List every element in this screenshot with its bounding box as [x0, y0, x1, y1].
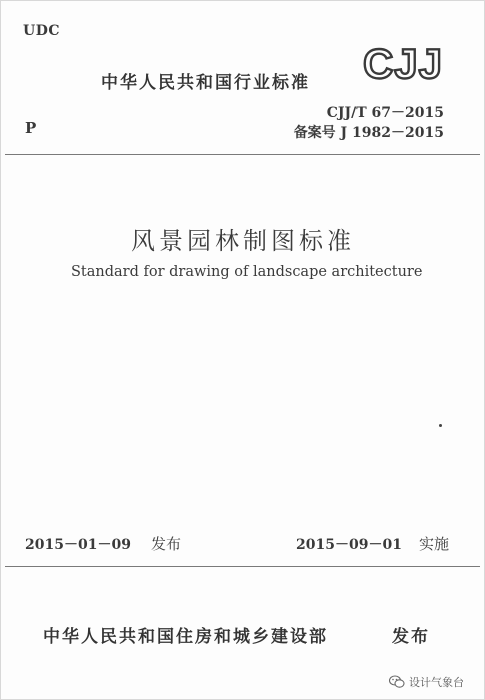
top-divider [5, 154, 480, 155]
wechat-icon [389, 675, 405, 689]
watermark-text: 设计气象台 [409, 676, 464, 689]
issue-label: 发布 [151, 535, 182, 553]
classification-letter: P [25, 119, 37, 137]
bottom-divider [5, 566, 480, 567]
cjj-logo-text: CJJ [362, 41, 444, 85]
record-number: 备案号 J 1982－2015 [293, 125, 444, 141]
standard-code: CJJ/T 67－2015 [326, 105, 444, 121]
udc-label: UDC [23, 23, 60, 39]
implement-date: 2015－09－01 [296, 537, 402, 553]
implement-label: 实施 [419, 535, 450, 553]
print-speck [439, 424, 442, 427]
publish-label: 发布 [392, 627, 430, 647]
title-chinese: 风景园林制图标准 [131, 227, 355, 255]
issue-date: 2015－01－09 [25, 537, 131, 553]
ministry-standard-heading: 中华人民共和国行业标准 [101, 73, 310, 93]
title-english: Standard for drawing of landscape architecture [71, 264, 423, 280]
cjj-logo [357, 41, 449, 85]
watermark [389, 673, 464, 691]
publisher-ministry: 中华人民共和国住房和城乡建设部 [43, 627, 328, 647]
